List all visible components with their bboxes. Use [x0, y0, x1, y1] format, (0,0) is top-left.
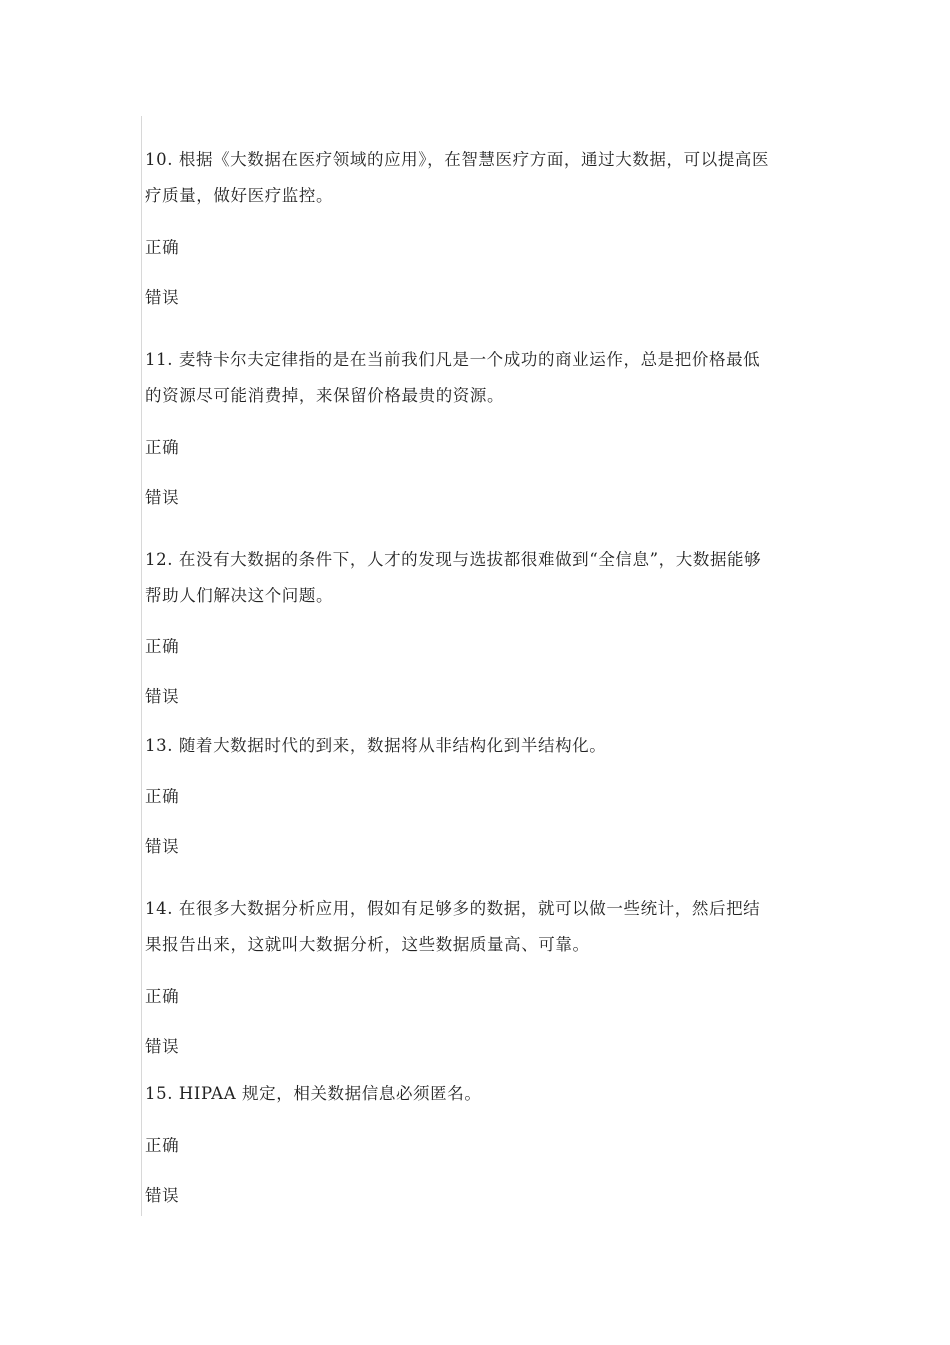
question-14-option-correct[interactable]: 正确	[145, 987, 180, 1006]
question-13-text: 13. 随着大数据时代的到来，数据将从非结构化到半结构化。	[145, 736, 607, 755]
question-12-option-correct[interactable]: 正确	[145, 637, 180, 656]
question-14-option-wrong[interactable]: 错误	[145, 1037, 180, 1056]
question-10-text: 10. 根据《大数据在医疗领域的应用》，在智慧医疗方面，通过大数据，可以提高医疗质量，做好医疗监控。	[145, 150, 770, 205]
question-15-text: 15. HIPAA 规定，相关数据信息必须匿名。	[145, 1084, 482, 1103]
question-11-option-correct[interactable]: 正确	[145, 438, 180, 457]
question-15-option-wrong[interactable]: 错误	[145, 1186, 180, 1205]
question-11-text: 11. 麦特卡尔夫定律指的是在当前我们凡是一个成功的商业运作，总是把价格最低的资源尽可能消费掉，来保留价格最贵的资源。	[145, 350, 761, 405]
question-11-option-wrong[interactable]: 错误	[145, 488, 180, 507]
question-13-option-wrong[interactable]: 错误	[145, 837, 180, 856]
question-12-option-wrong[interactable]: 错误	[145, 687, 180, 706]
question-12-text: 12. 在没有大数据的条件下，人才的发现与选拔都很难做到“全信息”，大数据能够帮助人们解决这个问题。	[145, 550, 762, 605]
margin-rule	[141, 116, 142, 1216]
question-10-option-correct[interactable]: 正确	[145, 238, 180, 257]
question-13-option-correct[interactable]: 正确	[145, 787, 180, 806]
question-15-option-correct[interactable]: 正确	[145, 1136, 180, 1155]
question-14-text: 14. 在很多大数据分析应用，假如有足够多的数据，就可以做一些统计，然后把结果报告出来，这就叫大数据分析，这些数据质量高、可靠。	[145, 899, 761, 954]
question-10-option-wrong[interactable]: 错误	[145, 288, 180, 307]
